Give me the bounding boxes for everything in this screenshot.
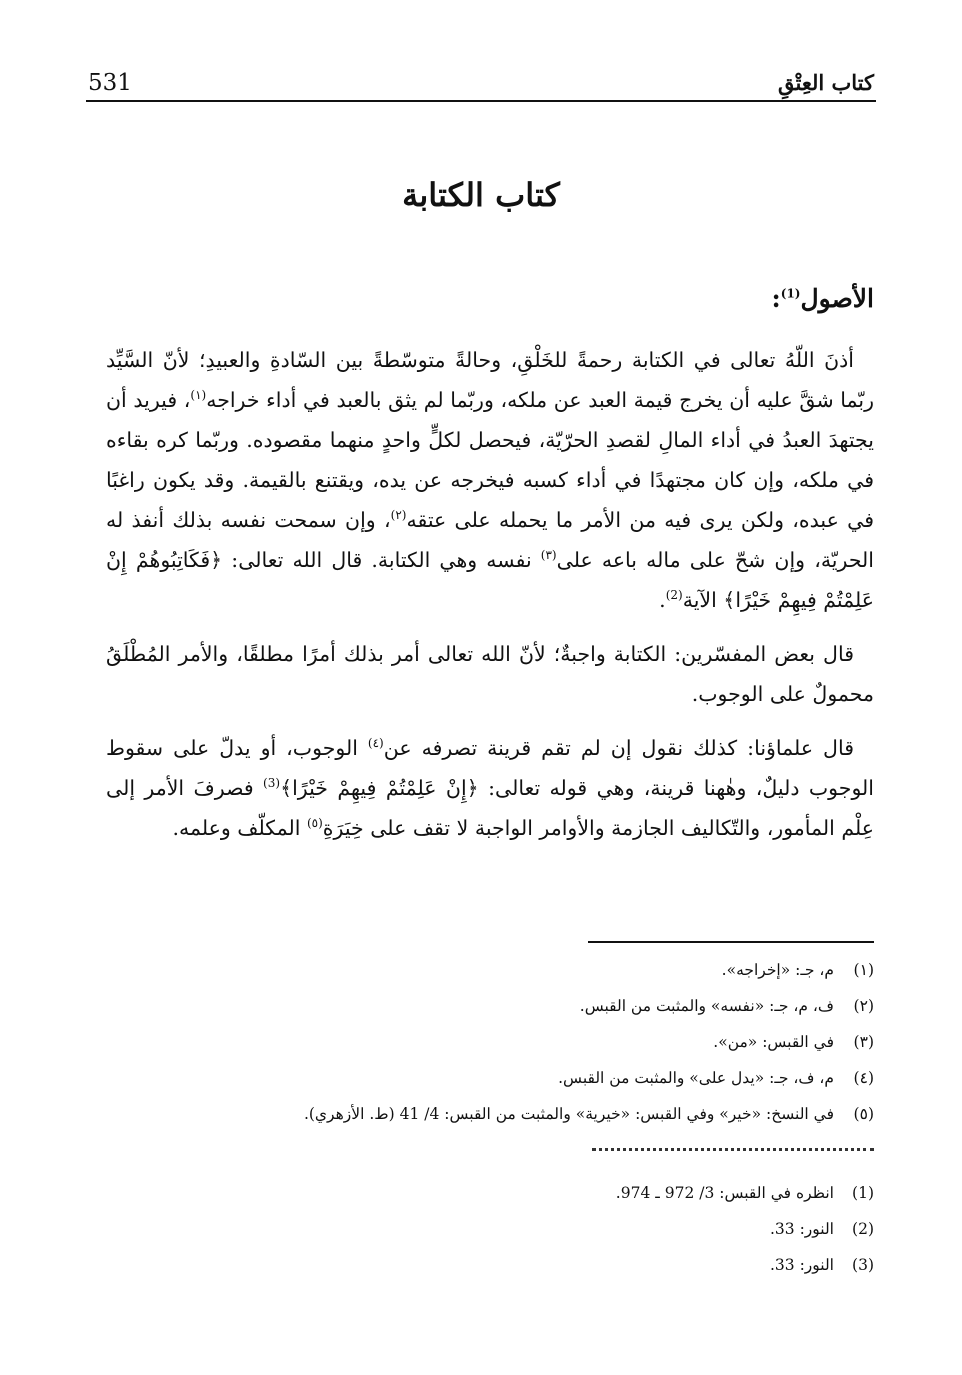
running-header [86,66,876,102]
text-segment: أذنَ اللّهُ تعالى في الكتابة رحمةً للخَلْقِ، وحالةً متوسّطةً بين السّادةِ والعبيدِ؛ لأنّ السَّيِّد ربّما شقَّ عليه أن يخرج قيمة العبد عن ملكه، وربّما لم يثق بالعبد في أداء خراجه [106,348,874,412]
footnote-ref: (٥) [306,816,323,831]
footnote-text: انظره في القبس: 3/ 972 ـ 974. [615,1184,834,1202]
paragraph-3 [106,728,874,848]
body-text [106,340,874,862]
footnote [106,1247,874,1283]
footnote-number: (١) [853,961,874,979]
text-segment: قال علماؤنا: كذلك نقول إن لم تقم قرينة تصرفه عن [383,736,854,760]
footnote-number: (1) [852,1184,874,1202]
footnote-number: (٣) [853,1033,874,1051]
footnote-ref: (1) [780,286,801,301]
footnote-ref: (3) [263,776,281,791]
footnote-number: (2) [852,1220,874,1238]
text-segment: ، وإن سمحت نفسه بذلك أنفذ له الحريّة، وإن شحّ على ماله باعه على [106,508,874,572]
section-heading-colon: : [771,284,781,313]
text-segment: قال بعض المفسّرين: الكتابة واجبةٌ؛ لأنّ الله تعالى أمر بذلك أمرًا مطلقًا، والأمر المُطْلَقُ محمولٌ على الوجوب. [106,642,874,706]
footnote [106,1024,874,1060]
footnote-number: (٢) [853,997,874,1015]
text-segment: ، فيريد أن يجتهدَ العبدُ في أداء المالِ لقصدِ الحرّيّة، فيحصل لكلٍّ واحدٍ منهما مقصوده. وربّما كره بقاءه في ملكه، وإن كان مجتهدًا في أداء كسبه فيخرجه عن يده، ويقتنع بالقيمة. وقد يكون راغبًا في عبده، ولكن يرى فيه من الأمر ما يحمله على عتقه [106,388,875,532]
footnote-text: في القبس: «من». [713,1033,834,1051]
text-segment: المكلّف وعلمه. [172,816,307,840]
footnote [106,1211,874,1247]
footnote-text: م، جـ: «إخراجه». [721,961,834,979]
footnote-number: (٤) [853,1069,874,1087]
footnote-ref: (2) [665,588,683,603]
footnote-ref: (١) [190,388,207,403]
section-heading [772,284,874,313]
paragraph-1 [106,340,874,620]
text-segment: فصرفَ الأمر إلى عِلْم المأمور، والتّكاليف الجازمة والأوامر الواجبة لا تقف على خِيَرَةِ [106,776,874,840]
footnote-ref: (٢) [390,508,407,523]
footnote-text: النور: 33. [769,1256,834,1274]
footnote-number: (3) [852,1256,874,1274]
footnotes-sources [106,1175,874,1283]
page-number: 531 [88,70,132,96]
text-segment: الوجوب، أو يدلّ على سقوط الوجوب دليلٌ، وهٰهنا قرينة، وهي قوله تعالى: ﴿إِنْ عَلِمْتُمْ فِيهِمْ خَيْرًا﴾ [106,736,874,800]
text-segment: . [659,588,666,612]
footnote [106,1175,874,1211]
text-segment: نفسه وهي الكتابة. قال الله تعالى: ﴿فَكَاتِبُوهُمْ إِنْ عَلِمْتُمْ فِيهِمْ خَيْرًا﴾ الآية [106,548,874,612]
footnote-text: ف، م، جـ: «نفسه» والمثبت من القبس. [579,997,834,1015]
footnotes-variants [106,952,874,1132]
footnote [106,1096,874,1132]
footnote-number: (٥) [853,1105,874,1123]
footnote-ref: (٤) [367,736,384,751]
footnote-separator [588,941,874,943]
running-title: كتاب العِتْقِ [777,70,874,95]
footnote [106,952,874,988]
paragraph-2 [106,634,874,714]
footnote-text: النور: 33. [769,1220,834,1238]
section-heading-text: الأصول [800,284,874,313]
footnote-text: م، ف، جـ: «يدل على» والمثبت من القبس. [558,1069,834,1087]
footnote [106,988,874,1024]
footnote-ref: (٣) [540,548,557,563]
chapter-title: كتاب الكتابة [402,176,560,214]
footnote [106,1060,874,1096]
footnotes-dotted-divider [592,1148,874,1151]
footnote-text: في النسخ: «خير» وفي القبس: «خيرية» والمثبت من القبس: 4/ 41 (ط. الأزهري). [303,1105,834,1123]
